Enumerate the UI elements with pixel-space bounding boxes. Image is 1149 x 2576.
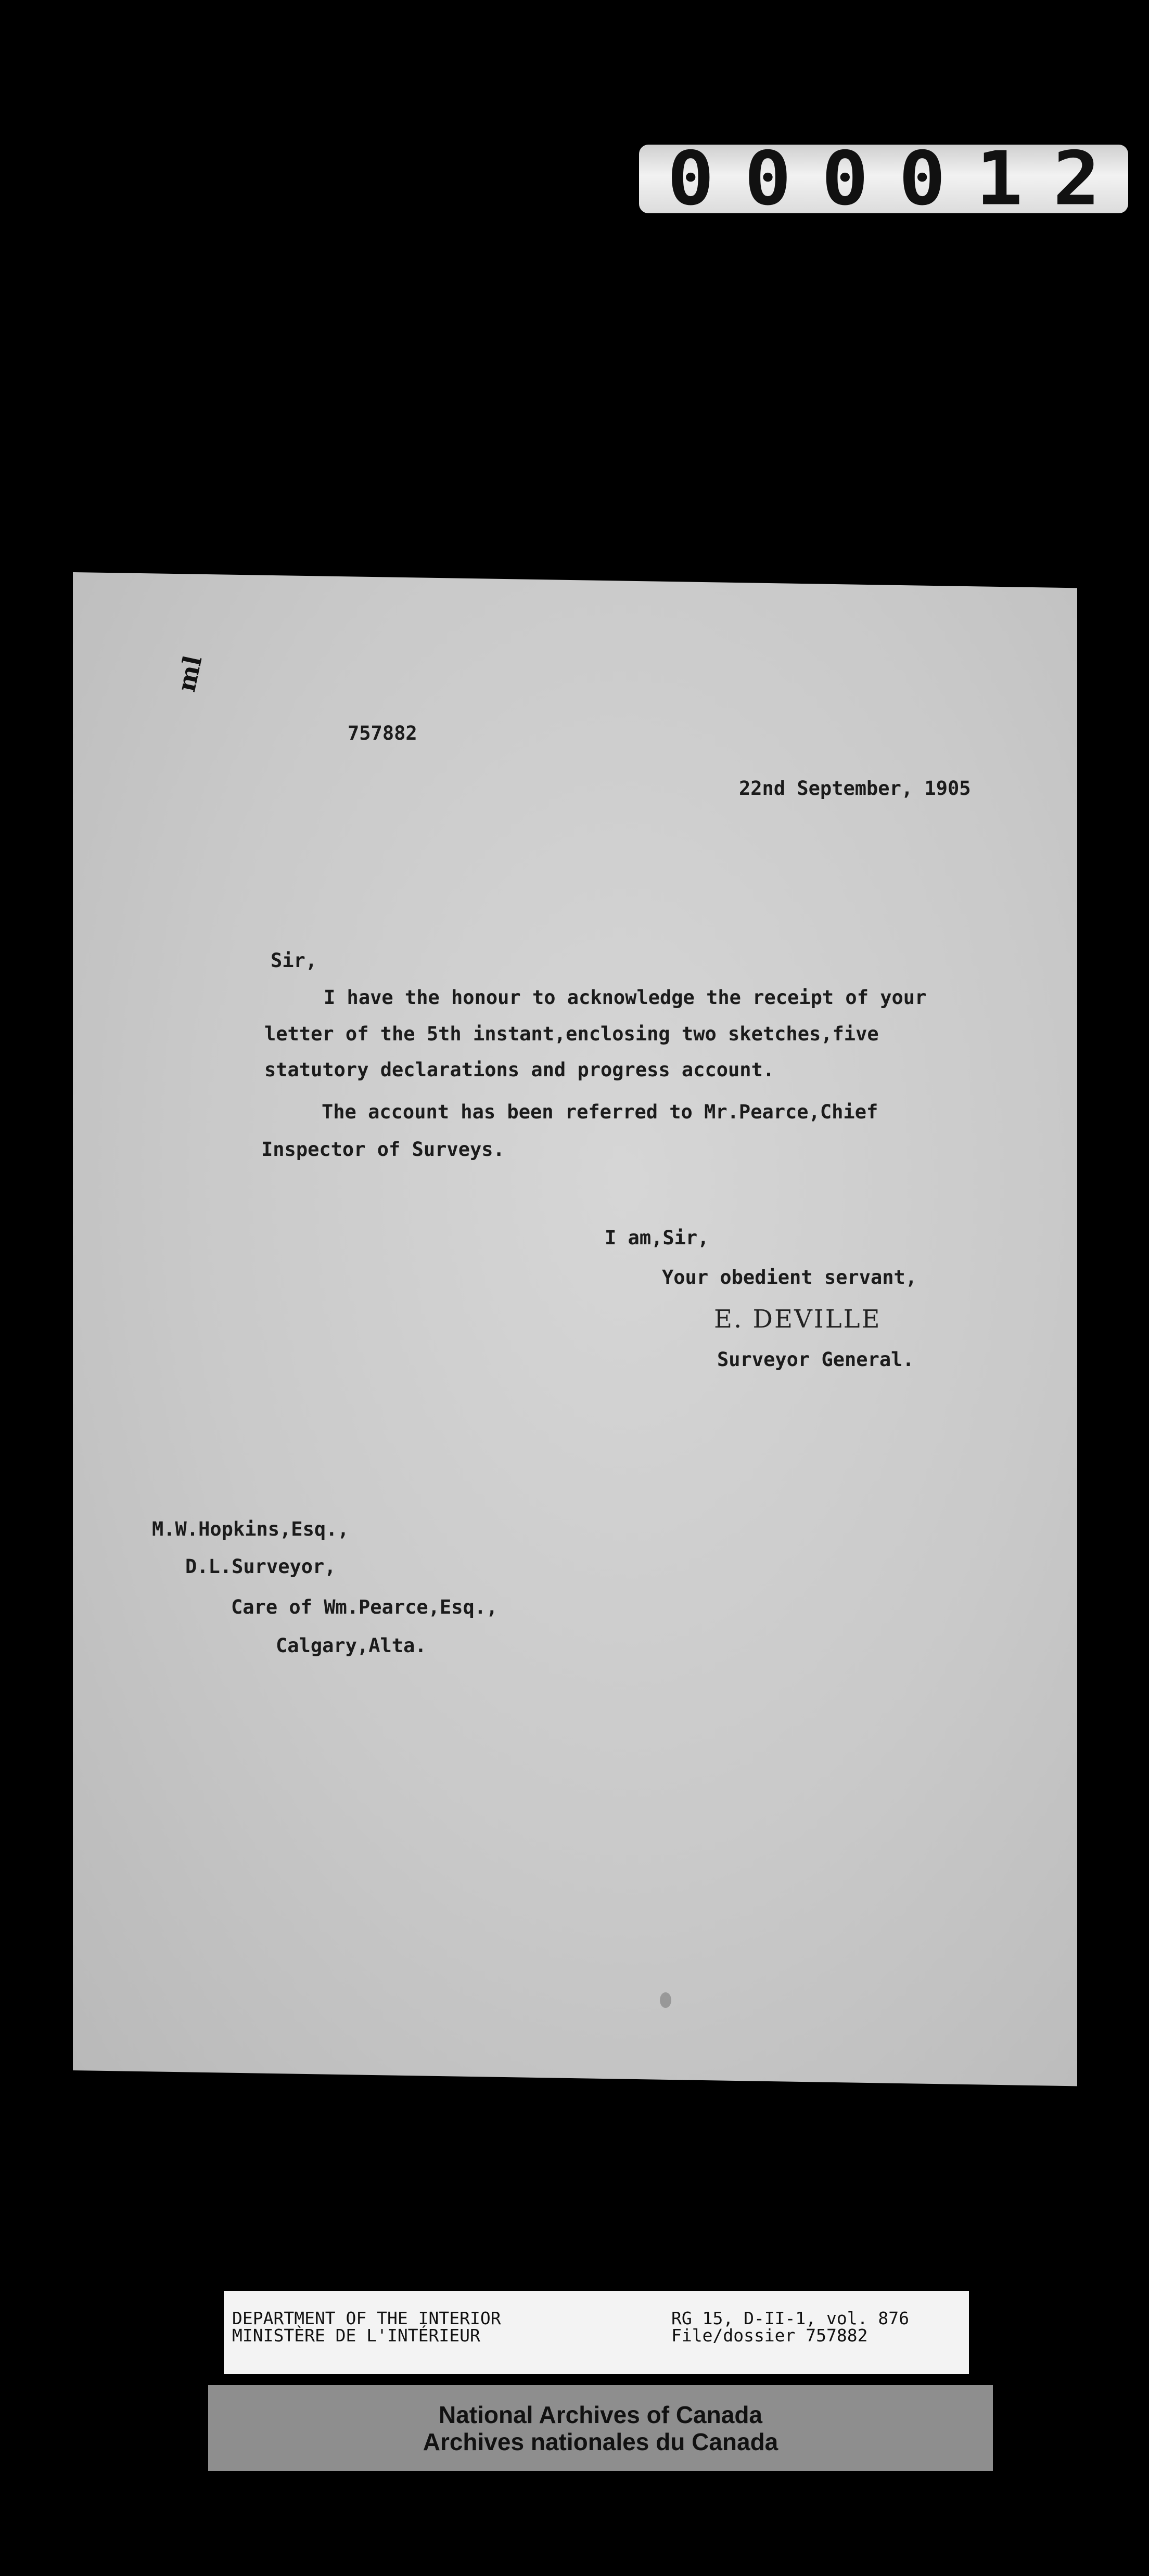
archives-name-french: Archives nationales du Canada	[423, 2428, 778, 2455]
archives-banner	[208, 2385, 993, 2471]
file-number: 757882	[348, 722, 417, 744]
archival-reference-strip	[224, 2291, 969, 2374]
closing-line: Your obedient servant,	[662, 1266, 917, 1289]
frame-number: 000012	[667, 136, 1130, 222]
salutation: Sir,	[271, 949, 317, 972]
frame-number-label	[639, 136, 1130, 222]
body-line: Inspector of Surveys.	[261, 1138, 505, 1161]
letter-date: 22nd September, 1905	[739, 777, 971, 800]
archives-name-english: National Archives of Canada	[438, 2401, 762, 2428]
department-english: DEPARTMENT OF THE INTERIOR	[232, 2308, 501, 2328]
recipient-line: D.L.Surveyor,	[185, 1555, 336, 1578]
body-line: statutory declarations and progress account.	[264, 1059, 775, 1081]
record-group: RG 15, D-II-1, vol. 876	[671, 2308, 909, 2328]
margin-mark: ml	[172, 653, 208, 694]
department-french: MINISTÈRE DE L'INTÉRIEUR	[232, 2325, 480, 2346]
recipient-line: M.W.Hopkins,Esq.,	[152, 1518, 349, 1540]
paper-smudge	[660, 1992, 671, 2008]
closing-line: I am,Sir,	[605, 1227, 709, 1249]
body-line: The account has been referred to Mr.Pearce,Chief	[322, 1101, 878, 1123]
file-reference: File/dossier 757882	[671, 2325, 868, 2346]
body-line: I have the honour to acknowledge the receipt of your	[324, 986, 927, 1009]
recipient-line: Care of Wm.Pearce,Esq.,	[231, 1596, 498, 1618]
signatory-title: Surveyor General.	[717, 1348, 914, 1371]
signature-stamp: E. DEVILLE	[714, 1305, 882, 1334]
recipient-line: Calgary,Alta.	[276, 1634, 427, 1657]
body-line: letter of the 5th instant,enclosing two sketches,five	[264, 1023, 879, 1045]
